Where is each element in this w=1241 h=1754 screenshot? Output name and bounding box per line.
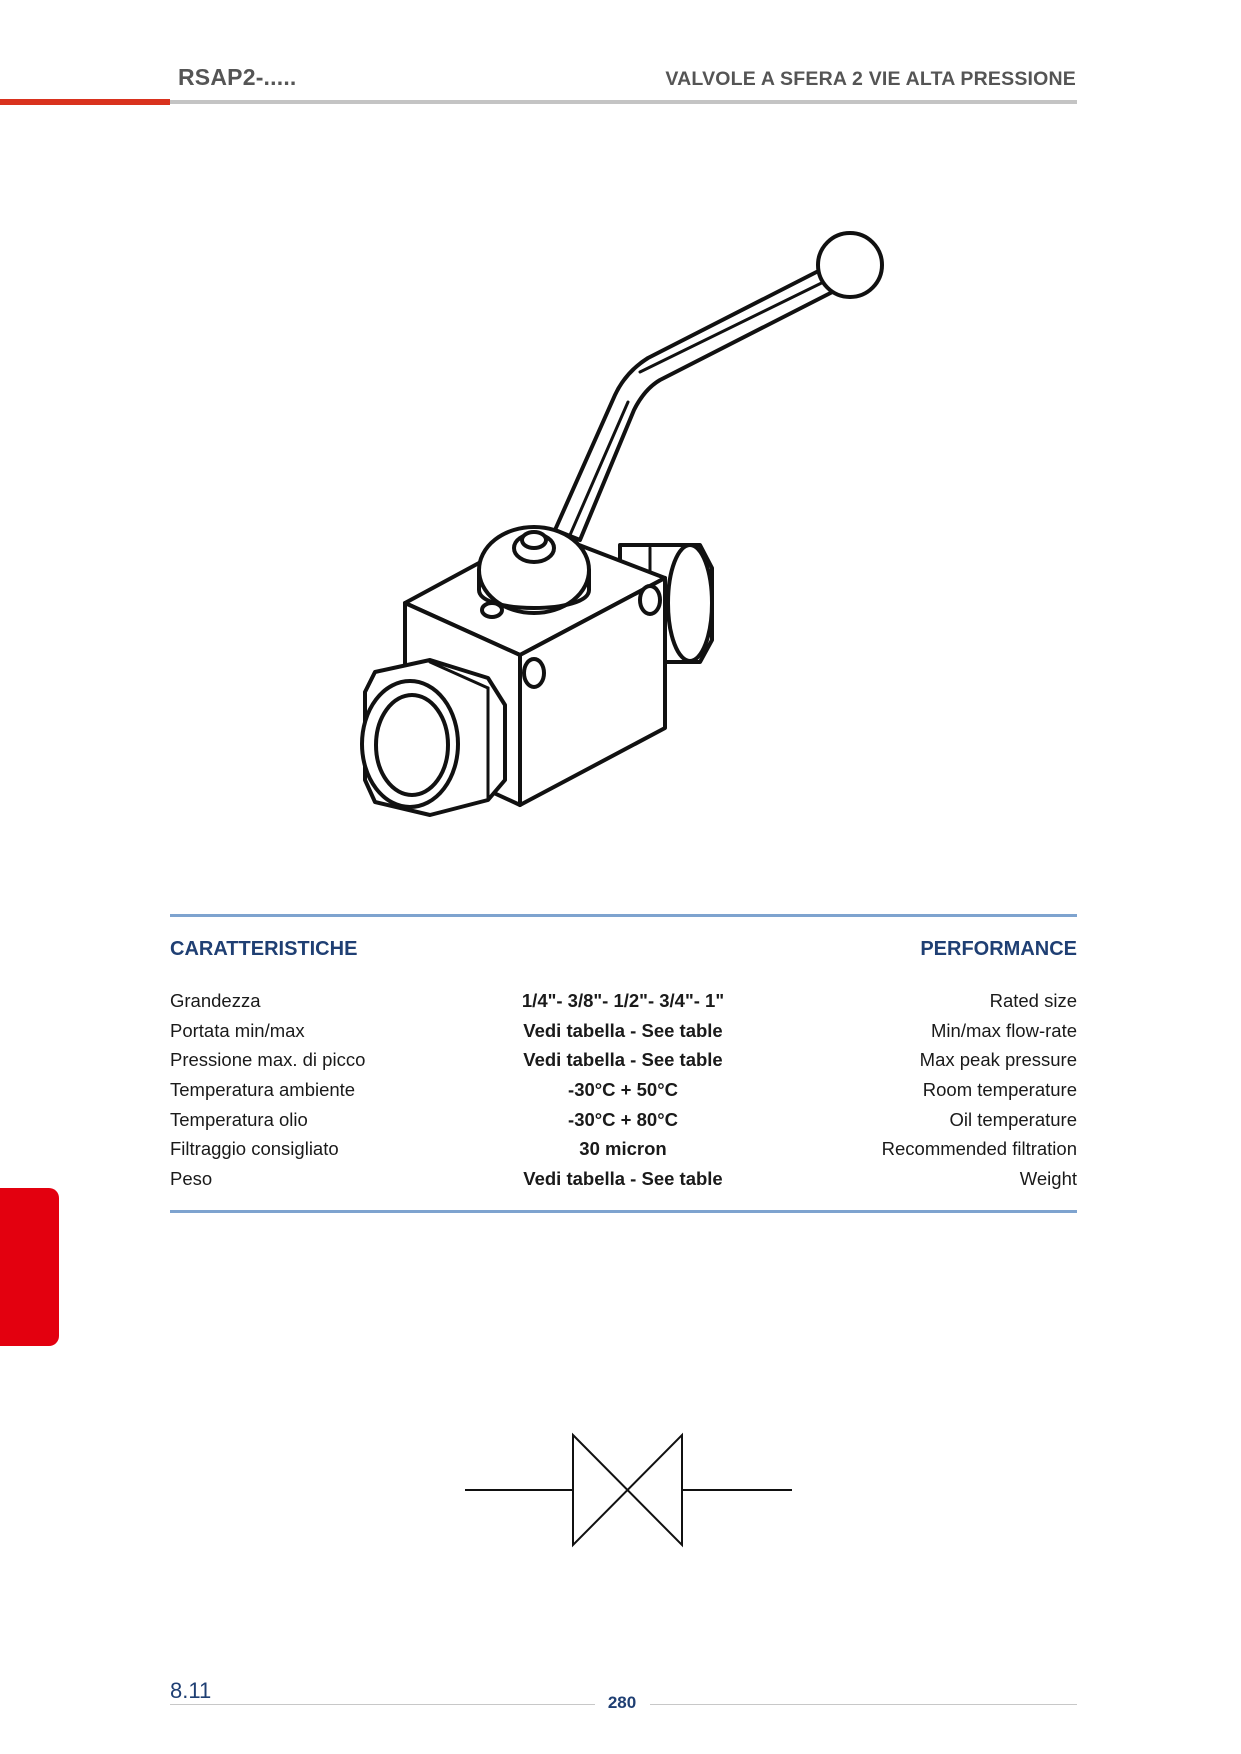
heading-performance: PERFORMANCE [920, 938, 1077, 960]
spec-label-en: Min/max flow-rate [931, 1019, 1077, 1041]
spec-label-it: Grandezza [170, 990, 261, 1011]
header-accent-bar [0, 99, 170, 105]
spec-row [170, 1075, 1077, 1105]
spec-value: Vedi tabella - See table [523, 1019, 723, 1041]
spec-label-en: Weight [1019, 1168, 1077, 1190]
spec-row [170, 1016, 1077, 1046]
spec-label-en: Rated size [989, 990, 1077, 1011]
spec-label-it: Pressione max. di picco [170, 1049, 366, 1071]
valve-symbol-icon [460, 1428, 800, 1552]
spec-row [170, 1164, 1077, 1194]
ball-valve-illustration [330, 215, 910, 835]
spec-row [170, 1105, 1077, 1135]
spec-value: Vedi tabella - See table [523, 1049, 723, 1071]
spec-label-en: Recommended filtration [881, 1138, 1077, 1160]
spec-row [170, 986, 1077, 1016]
footer-rule-right [650, 1704, 1077, 1705]
spec-label-it: Temperatura ambiente [170, 1079, 356, 1101]
spec-label-it: Peso [170, 1168, 213, 1190]
spec-row [170, 1134, 1077, 1164]
footer-rule-left [170, 1704, 595, 1705]
page-number: 280 [607, 1693, 637, 1712]
specs-bottom-rule [170, 1210, 1077, 1213]
spec-value: 1/4"- 3/8"- 1/2"- 3/4"- 1" [521, 990, 725, 1011]
specs-table [170, 986, 1077, 1194]
spec-label-en: Room temperature [922, 1079, 1077, 1101]
spec-value: -30°C + 80°C [568, 1108, 678, 1130]
spec-label-en: Oil temperature [949, 1108, 1077, 1130]
product-code: RSAP2-..... [178, 64, 297, 90]
spec-label-it: Filtraggio consigliato [170, 1138, 339, 1160]
spec-value: -30°C + 50°C [568, 1079, 678, 1101]
spec-value: Vedi tabella - See table [523, 1168, 723, 1190]
spec-label-en: Max peak pressure [919, 1049, 1077, 1071]
chapter-tab [0, 1188, 59, 1346]
page-title: VALVOLE A SFERA 2 VIE ALTA PRESSIONE [665, 68, 1076, 90]
spec-label-it: Portata min/max [170, 1019, 305, 1041]
section-number: 8.11 [170, 1678, 212, 1703]
header-rule [170, 100, 1077, 104]
spec-label-it: Temperatura olio [170, 1108, 308, 1130]
heading-caratteristiche: CARATTERISTICHE [170, 938, 358, 960]
spec-row [170, 1045, 1077, 1075]
specs-top-rule [170, 914, 1077, 917]
spec-value: 30 micron [579, 1138, 667, 1160]
